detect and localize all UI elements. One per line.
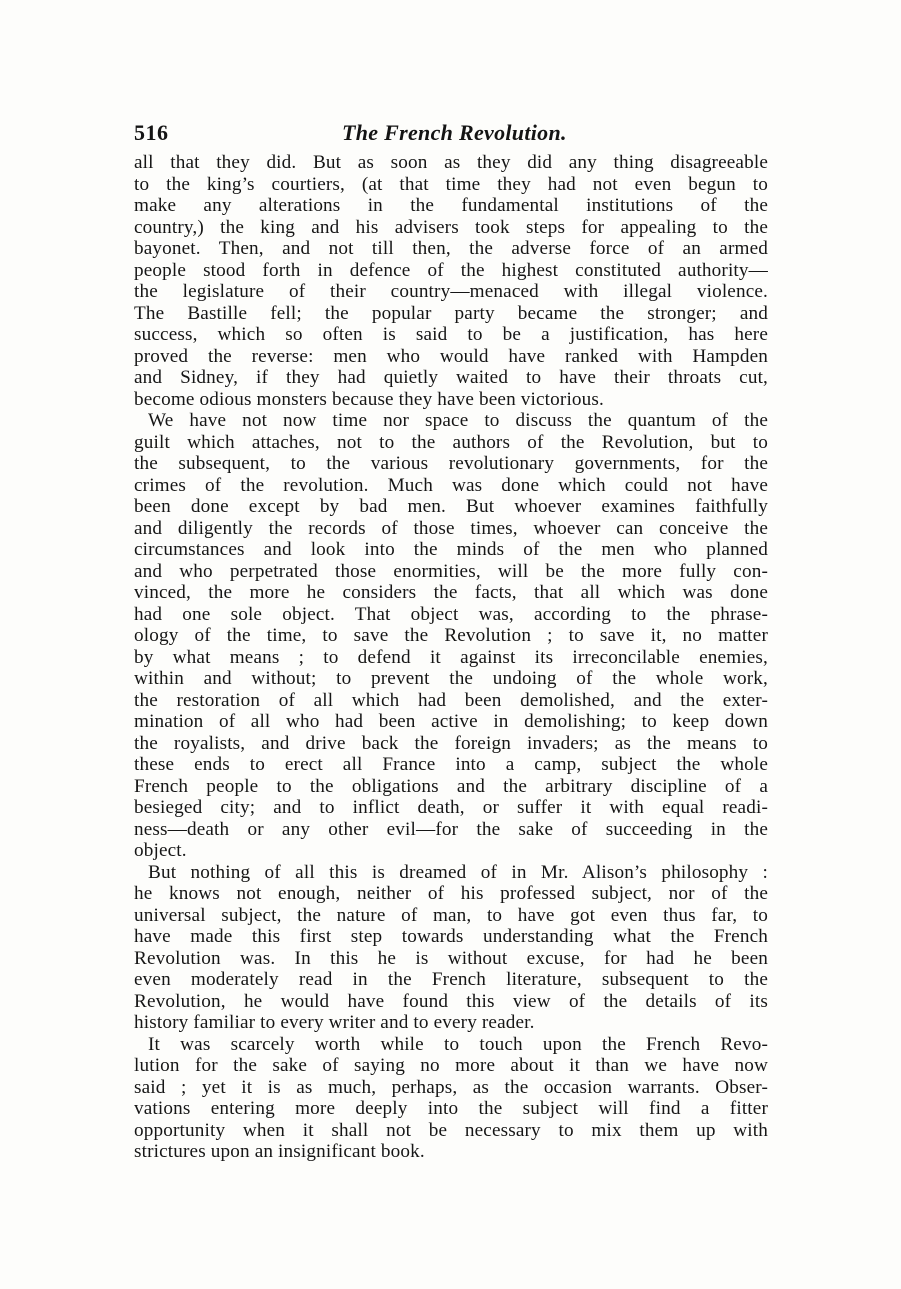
page-number: 516 [134,120,169,145]
text-line: been done except by bad men. But whoever examines faithfully [134,496,768,517]
text-line: Revolution was. In this he is without excuse, for had he been [134,947,768,969]
text-line: and who perpetrated those enormities, will be the more fully con- [134,560,768,582]
text-line: Revolution, he would have found this view of the details of its [134,990,768,1012]
text-line: opportunity when it shall not be necessary to mix them up with [134,1119,768,1141]
text-line: even moderately read in the French literature, subsequent to the [134,969,768,990]
text-line: these ends to erect all France into a camp, subject the whole [134,754,768,775]
text-line: and diligently the records of those times, whoever can conceive the [134,517,768,539]
text-line: the royalists, and drive back the foreign invaders; as the means to [134,732,768,754]
text-line: people stood forth in defence of the highest constituted authority— [134,259,768,281]
text-line: The Bastille fell; the popular party became the stronger; and [134,302,768,324]
text-line: mination of all who had been active in demolishing; to keep down [134,711,768,732]
text-line: ology of the time, to save the Revolution ; to save it, no matter [134,625,768,646]
text-line: French people to the obligations and the arbitrary discipline of a [134,775,768,797]
text-line: object. [134,840,187,861]
running-title: The French Revolution. [342,120,567,145]
text-line: said ; yet it is as much, perhaps, as the occasion warrants. Obser- [134,1076,768,1098]
running-head [134,118,766,152]
text-line: success, which so often is said to be a justification, has here [134,324,768,345]
text-line: crimes of the revolution. Much was done which could not have [134,474,768,496]
text-line: have made this first step towards understanding what the French [134,926,768,947]
text-line: circumstances and look into the minds of the men who planned [134,539,768,560]
text-line: the legislature of their country—menaced with illegal violence. [134,281,768,302]
text-line: It was scarcely worth while to touch upon the French Revo- [148,1033,768,1055]
text-line: history familiar to every writer and to every reader. [134,1012,535,1033]
text-line: become odious monsters because they have been victorious. [134,388,604,410]
text-line: the subsequent, to the various revolutionary governments, for the [134,453,768,474]
text-line: country,) the king and his advisers took steps for appealing to the [134,216,768,238]
text-line: all that they did. But as soon as they did any thing disagreeable [134,152,768,173]
text-line: to the king’s courtiers, (at that time they had not even begun to [134,173,768,195]
text-line: ness—death or any other evil—for the sake of succeeding in the [134,818,768,840]
text-line: and Sidney, if they had quietly waited to have their throats cut, [134,367,768,388]
text-line: strictures upon an insignificant book. [134,1141,425,1162]
body-text [134,152,768,1163]
text-line: lution for the sake of saying no more about it than we have now [134,1055,768,1076]
text-line: universal subject, the nature of man, to have got even thus far, to [134,904,768,926]
text-line: guilt which attaches, not to the authors of the Revolution, but to [134,431,768,453]
text-line: by what means ; to defend it against its irreconcilable enemies, [134,646,768,668]
text-line: We have not now time nor space to discuss the quantum of the [148,410,768,431]
text-line: But nothing of all this is dreamed of in Mr. Alison’s philosophy : [148,861,768,883]
text-line: had one sole object. That object was, according to the phrase- [134,603,768,625]
text-line: vinced, the more he considers the facts, that all which was done [134,582,768,603]
text-line: besieged city; and to inflict death, or suffer it with equal readi- [134,797,768,818]
text-line: bayonet. Then, and not till then, the adverse force of an armed [134,238,768,259]
text-line: the restoration of all which had been demolished, and the exter- [134,689,768,711]
text-line: he knows not enough, neither of his professed subject, nor of the [134,883,768,904]
text-line: make any alterations in the fundamental institutions of the [134,195,768,216]
text-line: within and without; to prevent the undoing of the whole work, [134,668,768,689]
text-line: vations entering more deeply into the subject will find a fitter [134,1098,768,1119]
text-line: proved the reverse: men who would have ranked with Hampden [134,345,768,367]
